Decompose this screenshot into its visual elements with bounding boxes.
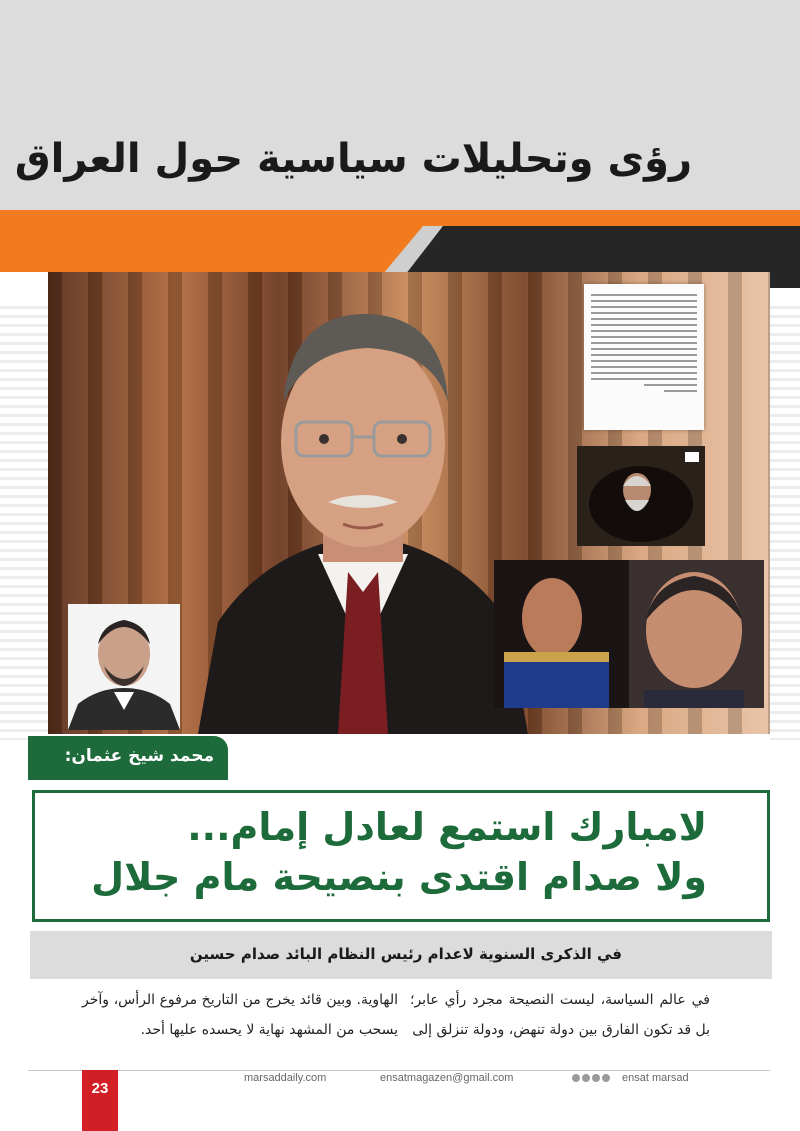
footer-divider xyxy=(28,1070,770,1071)
body-column-left: الهاوية. وبين قائد يخرج من التاريخ مرفوع الرأس، وآخر يسحب من المشهد نهاية لا يحسده عليها أحد. xyxy=(82,992,398,1038)
subtitle-bar xyxy=(30,931,772,979)
headline-line-1: لامبارك استمع لعادل إمام... xyxy=(187,805,707,849)
subtitle: في الذكرى السنوية لاعدام رئيس النظام البائد صدام حسين xyxy=(189,945,622,963)
author-name: محمد شيخ عثمان: xyxy=(64,746,214,766)
headline-box xyxy=(32,790,770,922)
page-number-tag xyxy=(82,1070,118,1131)
brand-name: ensat marsad xyxy=(622,1072,689,1084)
page-number: 23 xyxy=(91,1080,109,1097)
website-link[interactable]: marsaddaily.com xyxy=(244,1072,327,1084)
letter-document xyxy=(584,284,704,430)
cave-photo xyxy=(577,446,705,546)
social-icons xyxy=(572,1074,610,1082)
author-tab xyxy=(28,736,228,780)
facebook-icon[interactable] xyxy=(572,1074,580,1082)
body-column-right: في عالم السياسة، ليست النصيحة مجرد رأي عابر؛ بل قد تكون الفارق بين دولة تنهض، ودولة تنزلق إلى xyxy=(410,992,710,1038)
section-title: رؤى وتحليلات سياسية حول العراق xyxy=(14,136,692,182)
headline-line-2: ولا صدام اقتدى بنصيحة مام جلال xyxy=(91,855,707,899)
youtube-icon[interactable] xyxy=(602,1074,610,1082)
author-photo xyxy=(68,604,180,730)
twitter-icon[interactable] xyxy=(582,1074,590,1082)
email-link[interactable]: ensatmagazen@gmail.com xyxy=(380,1072,514,1084)
stripe-pattern-left xyxy=(0,300,48,740)
portrait-photo xyxy=(198,292,528,734)
two-men-photo xyxy=(494,560,764,708)
stripe-pattern-right xyxy=(770,300,800,740)
instagram-icon[interactable] xyxy=(592,1074,600,1082)
